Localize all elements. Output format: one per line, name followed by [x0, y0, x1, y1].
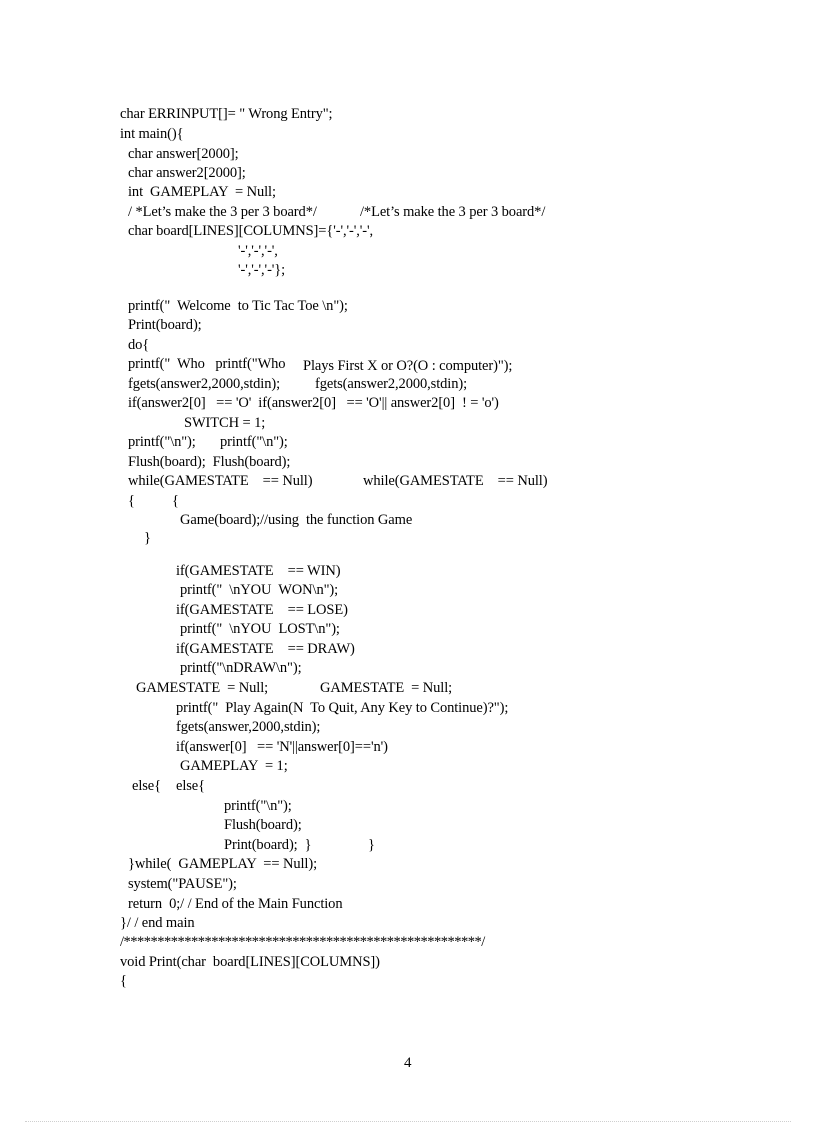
code-text: fgets(answer2,2000,stdin);	[128, 376, 281, 392]
code-text: if(GAMESTATE == LOSE)	[176, 602, 348, 618]
code-text: return 0;/ / End of the Main Function	[128, 896, 343, 912]
code-text: char answer2[2000];	[128, 165, 246, 181]
code-text: while(GAMESTATE == Null)	[363, 473, 548, 489]
code-text: {	[120, 973, 127, 989]
code-text: '-','-','-',	[238, 243, 278, 259]
code-text: GAMESTATE = Null;	[136, 680, 269, 696]
code-text: do{	[128, 337, 150, 353]
code-line	[128, 492, 179, 564]
code-text: if(answer2[0] == 'O' if(answer2[0] == 'O'|| answer2[0] ! = 'o')	[128, 395, 499, 411]
code-text: int main(){	[120, 126, 184, 142]
code-text: if(GAMESTATE == WIN)	[176, 563, 341, 579]
code-text: '-','-','-'};	[238, 262, 286, 278]
code-text: int GAMEPLAY = Null;	[128, 184, 276, 200]
code-text: }while( GAMEPLAY == Null);	[128, 856, 318, 872]
code-text: {	[172, 493, 179, 509]
code-text: Flush(board); Flush(board);	[128, 454, 291, 470]
code-text: }	[368, 837, 375, 853]
code-text: }	[144, 530, 151, 546]
code-text: fgets(answer2,2000,stdin);	[315, 376, 468, 392]
code-text: / *Let’s make the 3 per 3 board*/	[128, 204, 317, 220]
code-text: printf("\n");	[224, 798, 292, 814]
code-text: Game(board);//using the function Game	[180, 512, 413, 528]
code-text: char board[LINES][COLUMNS]={'-','-','-',	[128, 223, 374, 239]
code-text: printf(" Who printf("Who	[128, 356, 286, 372]
code-text: char answer[2000];	[128, 146, 239, 162]
page-bottom-divider	[25, 1121, 791, 1122]
code-text: /*Let’s make the 3 per 3 board*/	[360, 204, 546, 220]
code-text: printf("\nDRAW\n");	[180, 660, 302, 676]
code-text: system("PAUSE");	[128, 876, 237, 892]
code-text: if(GAMESTATE == DRAW)	[176, 641, 355, 657]
code-text: Print(board); }	[224, 837, 312, 853]
code-text: }/ / end main	[120, 915, 195, 931]
code-line	[144, 529, 158, 583]
code-line	[120, 972, 134, 1026]
code-text: printf(" Welcome to Tic Tac Toe \n");	[128, 298, 348, 314]
code-text: Print(board);	[128, 317, 202, 333]
code-text: /*****************************************************/	[120, 934, 485, 950]
code-text: fgets(answer,2000,stdin);	[176, 719, 321, 735]
code-text: if(answer[0] == 'N'||answer[0]=='n')	[176, 739, 388, 755]
code-text: printf(" \nYOU WON\n");	[180, 582, 339, 598]
code-text: else{	[176, 778, 206, 794]
code-text: while(GAMESTATE == Null)	[128, 473, 313, 489]
code-text: void Print(char board[LINES][COLUMNS])	[120, 954, 380, 970]
code-text: {	[128, 493, 135, 509]
code-text: Plays First X or O?(O : computer)");	[303, 358, 513, 374]
code-text: printf(" Play Again(N To Quit, Any Key to Continue)?");	[176, 700, 509, 716]
page-number: 4	[404, 1055, 412, 1071]
code-text: printf("\n");	[220, 434, 288, 450]
code-text: Flush(board);	[224, 817, 302, 833]
code-line	[128, 222, 374, 276]
code-text: GAMESTATE = Null;	[320, 680, 453, 696]
code-line	[180, 511, 413, 565]
code-text: char ERRINPUT[]= " Wrong Entry";	[120, 106, 333, 122]
code-text: printf("\n");	[128, 434, 196, 450]
code-line	[132, 777, 206, 849]
code-text: else{	[132, 778, 162, 794]
code-text: printf(" \nYOU LOST\n");	[180, 621, 340, 637]
code-text: SWITCH = 1;	[184, 415, 266, 431]
code-text: GAMEPLAY = 1;	[180, 758, 288, 774]
